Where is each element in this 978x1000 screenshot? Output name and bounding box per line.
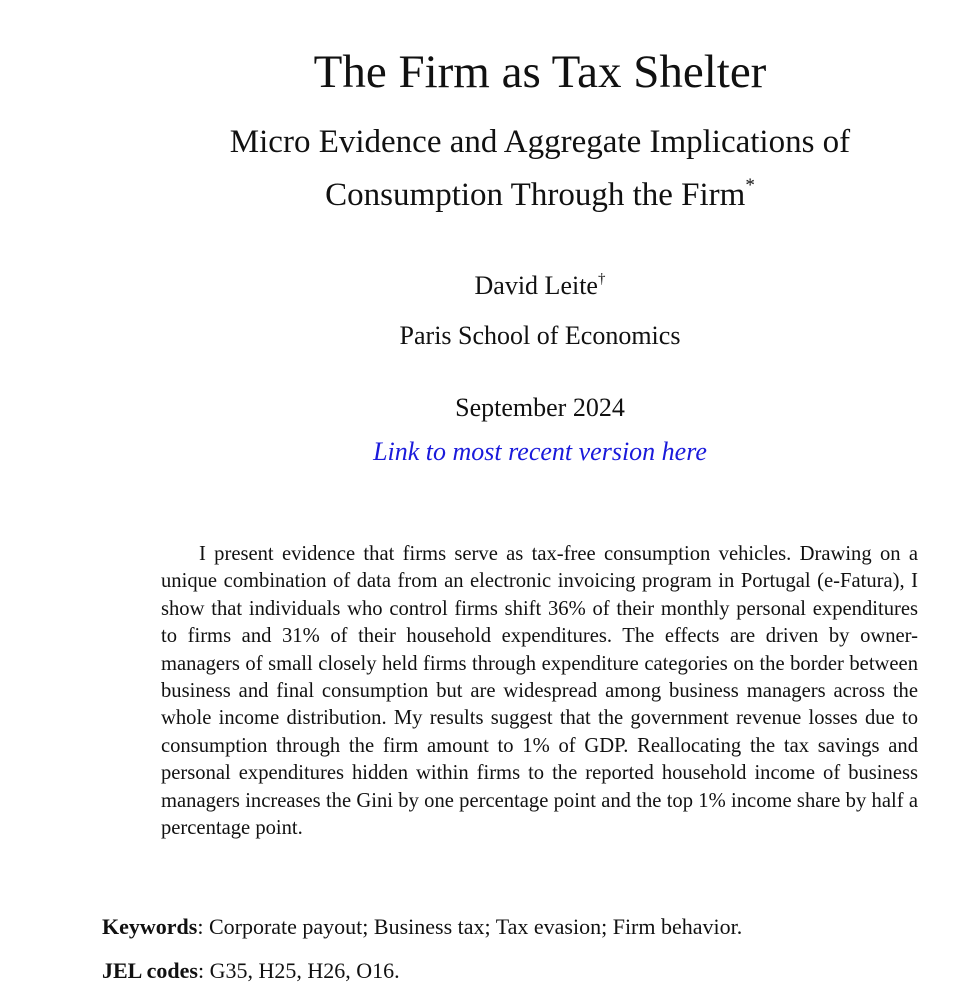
jel-codes-value: : G35, H25, H26, O16. [197,958,400,983]
keywords-value: : Corporate payout; Business tax; Tax evasion; Firm behavior. [197,914,743,939]
jel-codes-line [102,955,962,987]
keywords-line [102,911,962,943]
author-name: David Leite [474,271,598,300]
publication-date: September 2024 [455,393,625,422]
author-footnote-mark[interactable]: † [597,271,606,287]
paper-title: The Firm as Tax Shelter [313,46,767,98]
jel-codes-label: JEL codes [102,958,198,983]
subtitle-line-1: Micro Evidence and Aggregate Implications of [229,124,851,160]
paper-subtitle [100,116,978,222]
subtitle-footnote-mark[interactable]: * [745,175,755,196]
subtitle-line-2: Consumption Through the Firm [325,177,746,213]
keywords-label: Keywords [102,914,198,939]
recent-version-link[interactable]: Link to most recent version here [373,437,707,466]
author-line [100,268,978,304]
version-link-container [100,434,978,470]
author-affiliation: Paris School of Economics [399,321,681,350]
abstract: I present evidence that firms serve as tax-free consumption vehicles. Drawing on a unique combination of data from an electronic invoicing program in Portugal (e-Fatura), I show that individuals who control firms shift 36% of their monthly personal expenditures to firms and 31% of their household expenditures. The effects are driven by owner-managers of small closely held firms through expenditure categories on the border between business and final consumption but are widespread among business managers across the whole income distribution. My results suggest that the government revenue losses due to consumption through the firm amount to 1% of GDP. Reallocating the tax savings and personal expenditures hidden within firms to the reported household income of business managers increases the Gini by one percentage point and the top 1% income share by half a percentage point. [161,543,918,840]
